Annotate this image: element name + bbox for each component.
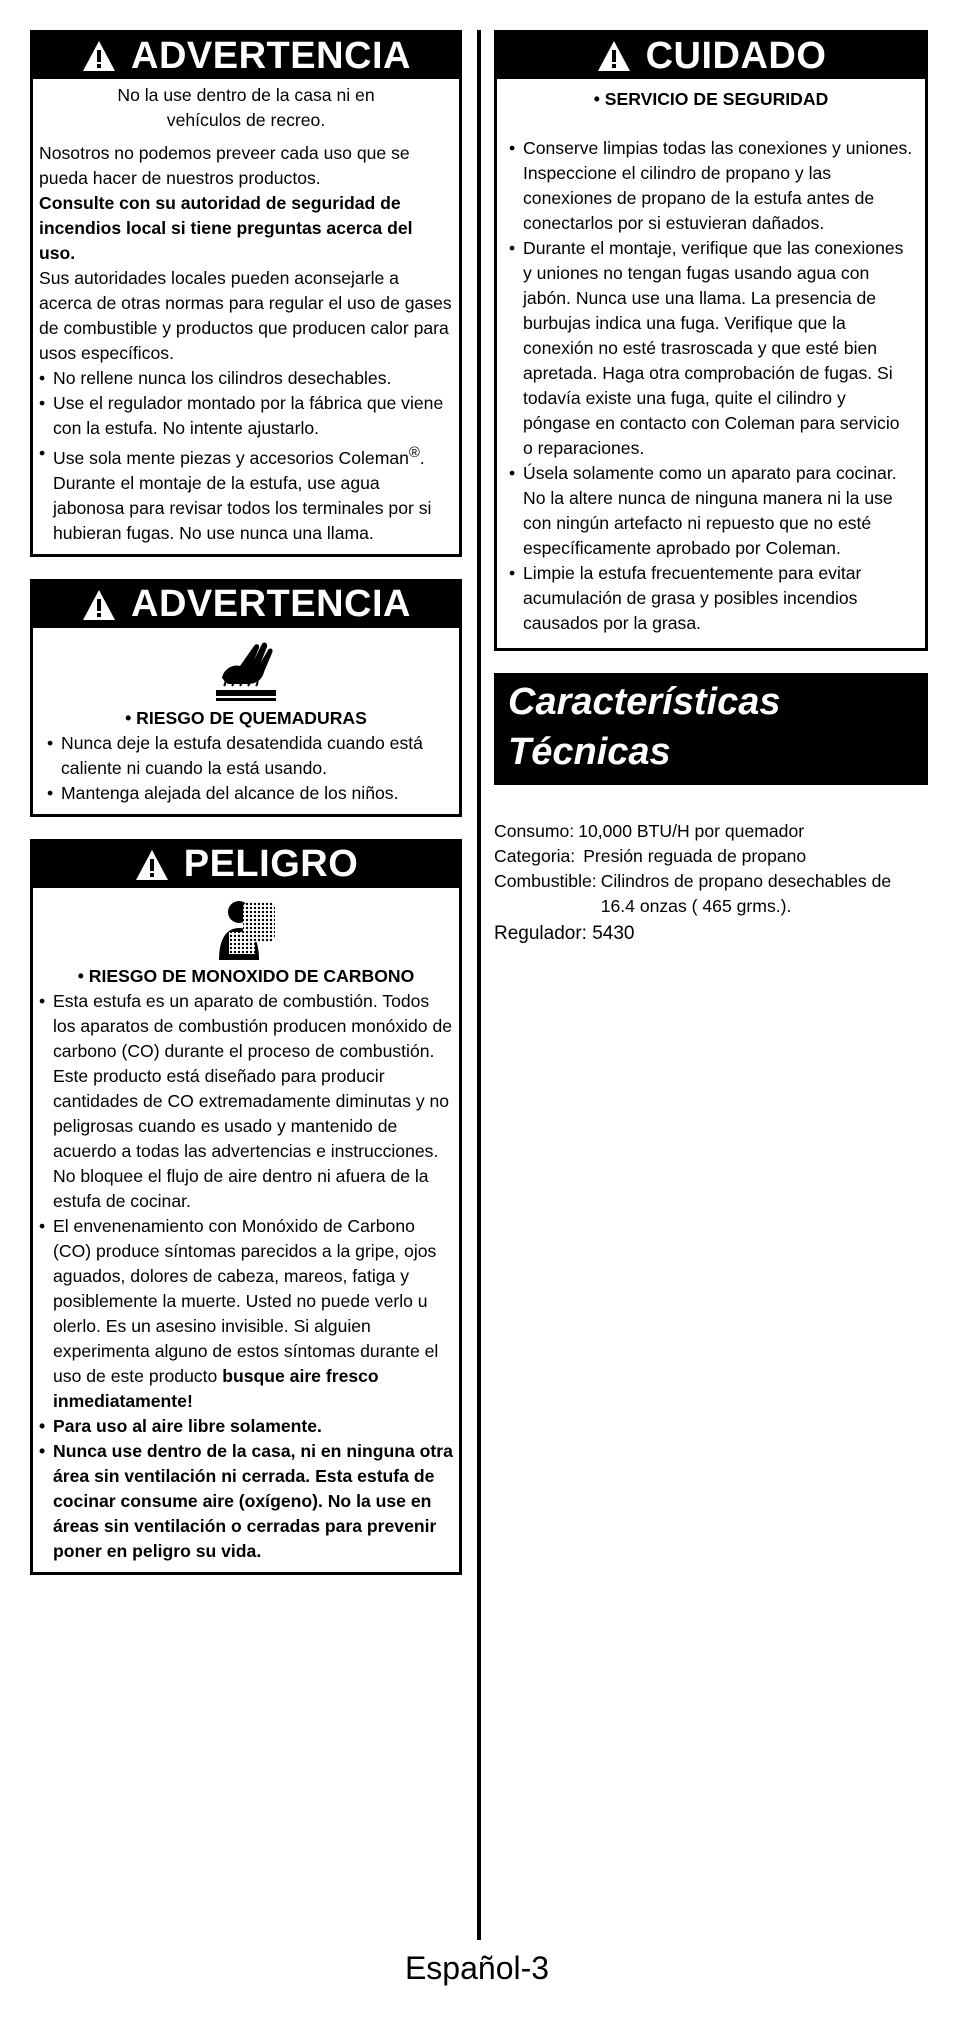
bullet-item: • Use el regulador montado por la fábrica que viene con la estufa. No intente ajustarlo. xyxy=(39,391,453,441)
warning-header-text: ADVERTENCIA xyxy=(131,34,411,77)
bullet-item xyxy=(39,441,453,546)
bullet-item: • Conserve limpias todas las conexiones y uniones. Inspeccione el cilindro de propano y las conexiones de propano de la estufa antes de conectarlos por si estuvieran dañados. xyxy=(509,136,913,236)
warning-triangle-icon xyxy=(596,39,632,73)
spec-label: Categoria: xyxy=(494,846,576,866)
warning-header xyxy=(33,582,459,628)
warning-header xyxy=(33,33,459,79)
section-title xyxy=(494,673,928,785)
bullet-item xyxy=(39,1214,453,1414)
bullet-item: • Nunca use dentro de la casa, ni en ninguna otra área sin ventilación ni cerrada. Esta estufa de cocinar consume aire (oxígeno). No la use en áreas sin ventilación o cerradas para prevenir poner en peligro su vida. xyxy=(39,1439,453,1564)
warning-triangle-icon xyxy=(81,588,117,622)
bullet-text-b: . Durante el montaje de la estufa, use agua jabonosa para revisar todos los terminales por si hubieran fugas. No use nunca una llama. xyxy=(53,447,432,543)
bullet-item: • Nunca deje la estufa desatendida cuando está caliente ni cuando la está usando. xyxy=(47,731,453,781)
caution-bullets xyxy=(509,136,913,636)
burn-risk-title: • RIESGO DE QUEMADURAS xyxy=(125,707,367,728)
service-title: • SERVICIO DE SEGURIDAD xyxy=(593,89,829,109)
carbon-monoxide-person-icon xyxy=(213,898,279,962)
bullet-item: • Durante el montaje, verifique que las conexiones y uniones no tengan fugas usando agua con jabón. Nunca use una llama. La presencia de burbujas indica una fuga. Verifique que la conexión no esté trasroscada y que esté bien apretada. Haga otra comprobación de fugas. Si todavía existe una fuga, quite el cilindro y póngase en contacto con Coleman para servicio o reparaciones. xyxy=(509,236,913,461)
column-divider xyxy=(477,30,481,1940)
section-title-line-2: Técnicas xyxy=(508,731,671,773)
danger-header xyxy=(33,842,459,888)
caution-header-text: CUIDADO xyxy=(645,34,827,77)
bullet-text-bold: busque aire fresco inmediatamente! xyxy=(53,1365,379,1411)
warning-header-text: ADVERTENCIA xyxy=(131,583,411,626)
warning-bullets xyxy=(39,366,453,546)
bullet-item: • Úsela solamente como un aparato para cocinar. No la altere nunca de ninguna manera ni la use con ningún artefacto ni repuesto que no esté específicamente aprobado por Coleman. xyxy=(509,461,913,561)
section-title-line-1: Características xyxy=(508,681,781,723)
burn-bullets xyxy=(39,731,453,806)
bullet-item: • Esta estufa es un aparato de combustión. Todos los aparatos de combustión producen monóxido de carbono (CO) durante el proceso de combustión. Este producto está diseñado para producir cantidades de CO extremadamente diminutas y no peligrosas cuando es usado y mantenido de acuerdo a todas las advertencias e instrucciones. No bloquee el flujo de aire dentro ni afuera de la estufa de cocinar. xyxy=(39,989,453,1214)
warning-box-general xyxy=(30,30,462,557)
spec-label: Combustible: xyxy=(494,871,597,891)
bullet-item: • Limpie la estufa frecuentemente para evitar acumulación de grasa y posibles incendios causados por la grasa. xyxy=(509,561,913,636)
warning-triangle-icon xyxy=(81,39,117,73)
warning-box-burns xyxy=(30,579,462,817)
registered-mark: ® xyxy=(408,445,420,461)
bullet-item: • No rellene nunca los cilindros desechables. xyxy=(39,366,453,391)
bullet-text: El envenenamiento con Monóxido de Carbono (CO) produce síntomas parecidos a la gripe, ojos aguados, dolores de cabeza, mareos, fatiga y posiblemente la muerte. Usted no puede verlo u olerlo. Es un asesino invisible. Si alguien experimenta alguno de estos síntomas durante el uso de este producto xyxy=(53,1215,439,1386)
bullet-item: • Para uso al aire libre solamente. xyxy=(39,1414,453,1439)
co-bullets xyxy=(39,989,453,1564)
spec-categoria xyxy=(494,844,928,869)
bullet-text-a: Use sola mente piezas y accesorios Coleman xyxy=(53,447,409,468)
right-column xyxy=(494,30,928,946)
technical-specs xyxy=(494,819,928,946)
warning-intro: No la use dentro de la casa ni en vehículos de recreo. xyxy=(117,85,375,130)
spec-consumo xyxy=(494,819,928,844)
page-number: Español-3 xyxy=(404,1950,550,1986)
paragraph-2-bold: Consulte con su autoridad de seguridad de incendios local si tiene preguntas acerca del uso. xyxy=(39,193,413,263)
burning-hand-icon xyxy=(214,638,278,704)
spec-value: 10,000 BTU/H por quemador xyxy=(578,821,805,841)
spec-regulador: Regulador: 5430 xyxy=(494,923,635,944)
left-column xyxy=(30,30,462,1597)
bullet-item: • Mantenga alejada del alcance de los niños. xyxy=(47,781,453,806)
spec-label: Consumo: xyxy=(494,821,575,841)
spec-value: Cilindros de propano desechables de 16.4 onzas ( 465 grms.). xyxy=(600,871,892,916)
warning-triangle-icon xyxy=(134,848,170,882)
caution-box xyxy=(494,30,928,651)
danger-box-co xyxy=(30,839,462,1575)
spec-value: Presión reguada de propano xyxy=(583,846,807,866)
paragraph-1: Nosotros no podemos preveer cada uso que se pueda hacer de nuestros productos. xyxy=(39,143,410,188)
spec-combustible xyxy=(494,869,928,919)
paragraph-3: Sus autoridades locales pueden aconsejarle a acerca de otras normas para regular el uso de gases de combustible y productos que producen calor para usos específicos. xyxy=(39,268,452,363)
caution-header xyxy=(497,33,925,79)
danger-header-text: PELIGRO xyxy=(183,843,359,886)
co-risk-title: • RIESGO DE MONOXIDO DE CARBONO xyxy=(77,965,415,986)
